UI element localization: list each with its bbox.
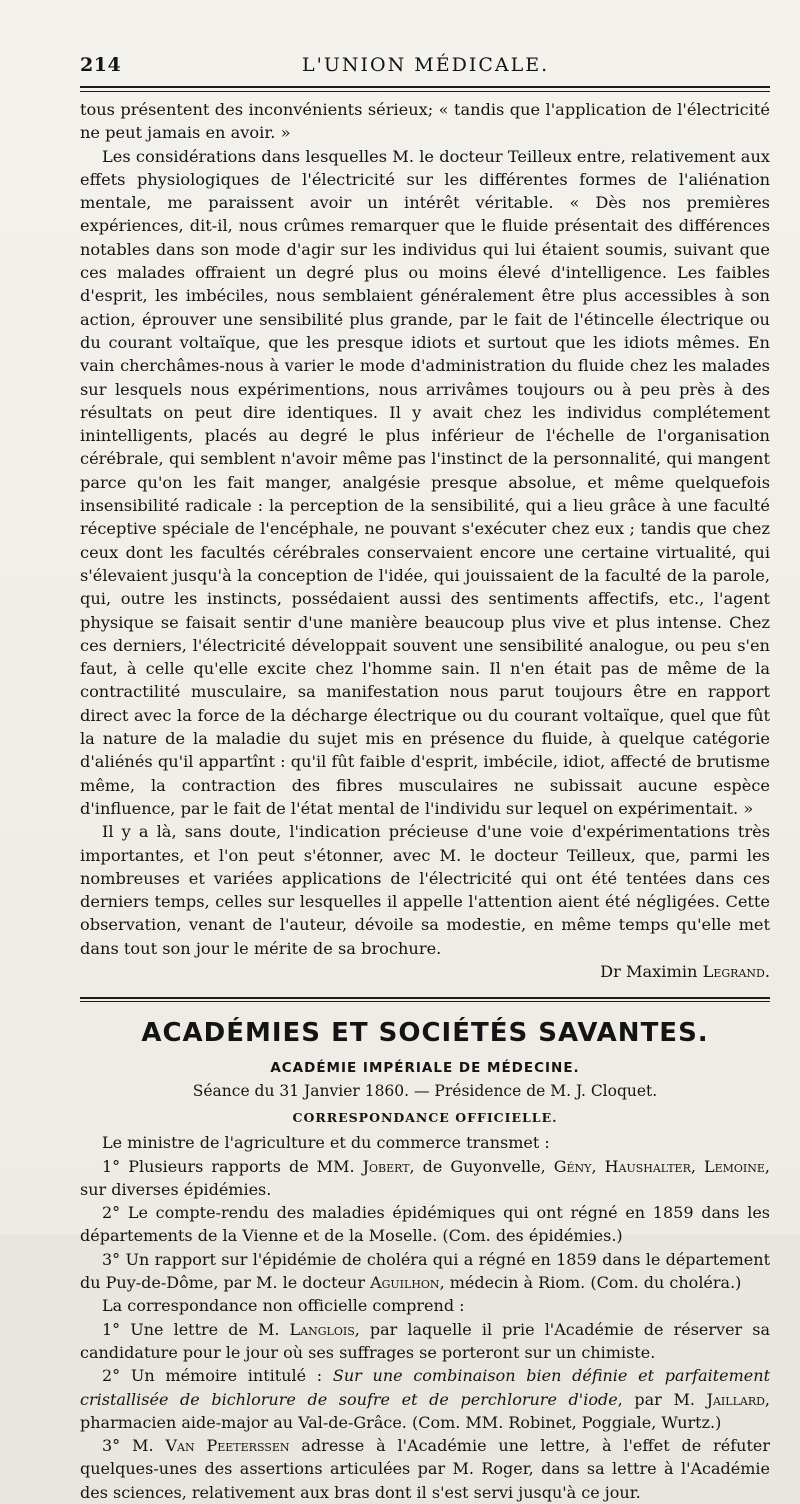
person-name: Aguilhon bbox=[370, 1273, 440, 1293]
text: , de Guyonvelle, bbox=[409, 1156, 546, 1176]
person-name: Langlois bbox=[289, 1319, 355, 1339]
article-body bbox=[80, 98, 770, 983]
list-item bbox=[80, 1318, 770, 1365]
section-divider bbox=[80, 997, 770, 999]
journal-title: L'UNION MÉDICALE. bbox=[302, 54, 550, 76]
text: adresse à l'Académie une lettre, à l'effet de réfuter quelques-unes des assertions articulées par M. Roger, dans sa lettre à l'Académie des sciences, relativement aux bras dont il s'est servi jusqu'à ce jour. bbox=[80, 1436, 771, 1502]
list-item bbox=[80, 1364, 770, 1434]
person-name: Van Peeterssen bbox=[165, 1436, 290, 1456]
list-item bbox=[80, 1248, 770, 1295]
paragraph: Les considérations dans lesquelles M. le docteur Teilleux entre, relativement aux effets physiologiques de l'électricité sur les différentes formes de l'aliénation mentale, me paraissent avoir un intérêt véritable. « Dès nos premières expériences, dit-il, nous crûmes remarquer que le fluide présentait des différences notables dans son mode d'agir sur les individus qui lui étaient soumis, suivant que ces malades offraient un degré plus ou moins élevé d'intelligence. Les faibles d'esprit, les imbéciles, nous semblaient généralement être plus accessibles à son action, éprouver une sensibilité plus grande, par le fait de l'étincelle électrique ou du courant voltaïque, que les presque idiots et surtout que les idiots mêmes. En vain cherchâmes-nous à varier le mode d'administration du fluide chez les malades sur lesquels nous expérimentions, nous arrivâmes toujours ou à peu près à des résultats on peut dire identiques. Il y avait chez les individus complétement inintelligents, placés au degré le plus inférieur de l'échelle de l'organisation cérébrale, qui semblent n'avoir même pas l'instinct de la personnalité, qui mangent parce qu'on les fait manger, analgésie presque absolue, et même quelquefois insensibilité radicale : la perception de la sensibilité, qui a lieu grâce à une faculté réceptive spéciale de l'encéphale, ne pouvant s'exécuter chez eux ; tandis que chez ceux dont les facultés cérébrales conservaient encore une certaine virtualité, qui s'élevaient jusqu'à la conception de l'idée, qui jouissaient de la faculté de la parole, qui, outre les instincts, possédaient aussi des sentiments affectifs, etc., l'agent physique se faisait sentir d'une manière beaucoup plus vive et plus intense. Chez ces derniers, l'électricité développait souvent une sensibilité analogue, ou peu s'en faut, à celle qu'elle excite chez l'homme sain. Il n'en était pas de même de la contractilité musculaire, sa manifestation nous parut toujours être en rapport direct avec la force de la décharge électrique ou du courant voltaïque, quel que fût la nature de la maladie du sujet mis en présence du fluide, à quelque catégorie d'aliénés qu'il appartînt : qu'il fût faible d'esprit, imbécile, idiot, affecté de brutisme même, la contraction des fibres musculaires ne subissait aucune espèce d'influence, par le fait de l'état mental de l'individu sur lequel on expérimentait. » bbox=[80, 146, 770, 818]
text: 1° Une lettre de M. bbox=[102, 1319, 280, 1339]
person-name: Jobert bbox=[362, 1156, 410, 1176]
nonofficial-line: La correspondance non officielle comprend : bbox=[102, 1296, 465, 1316]
person-name: Jaillard bbox=[706, 1389, 765, 1409]
header-rule-thin bbox=[80, 91, 770, 92]
text: , sur diverses épidémies. bbox=[80, 1156, 770, 1199]
paragraph: tous présentent des inconvénients sérieux; « tandis que l'application de l'électricité ne peut jamais en avoir. » bbox=[80, 100, 770, 143]
section-body bbox=[80, 1131, 770, 1504]
correspondence-heading: CORRESPONDANCE OFFICIELLE. bbox=[292, 1110, 558, 1126]
text: , par M. bbox=[617, 1389, 695, 1409]
person-name: Lemoine bbox=[703, 1156, 765, 1176]
text: , médecin à Riom. (Com. du choléra.) bbox=[439, 1273, 742, 1293]
text: 3° M. bbox=[102, 1436, 154, 1456]
header-rule bbox=[80, 86, 770, 88]
intro-line: Le ministre de l'agriculture et du commerce transmet : bbox=[102, 1133, 550, 1153]
list-item bbox=[80, 1434, 770, 1504]
text: , bbox=[690, 1156, 696, 1176]
text: , bbox=[591, 1156, 597, 1176]
section-divider-thin bbox=[80, 1001, 770, 1002]
paragraph: Il y a là, sans doute, l'indication précieuse d'une voie d'expérimentations très importantes, et l'on peut s'étonner, avec M. le docteur Teilleux, que, parmi les nombreuses et variées applications de l'électricité qui ont été tentées dans ces derniers temps, celles sur lesquelles il appelle l'attention aient été négligées. Cette observation, venant de l'auteur, dévoile sa modestie, en même temps qu'elle met dans tout son jour le mérite de sa brochure. bbox=[80, 822, 770, 958]
page-header bbox=[80, 54, 770, 76]
person-name: Gény bbox=[553, 1156, 592, 1176]
text: , par laquelle il prie l'Académie de réserver sa candidature pour le jour où ses suffrages se porteront sur un chimiste. bbox=[80, 1319, 770, 1362]
section-title: ACADÉMIES ET SOCIÉTÉS SAVANTES. bbox=[141, 1018, 709, 1049]
text: 1° Plusieurs rapports de MM. bbox=[102, 1156, 355, 1176]
list-item bbox=[80, 1155, 770, 1202]
seance-line: Séance du 31 Janvier 1860. — Présidence de M. J. Cloquet. bbox=[192, 1082, 658, 1101]
list-item: 2° Le compte-rendu des maladies épidémiques qui ont régné en 1859 dans les départements de la Vienne et de la Moselle. (Com. des épidémies.) bbox=[80, 1203, 770, 1246]
text: 3° Un rapport sur l'épidémie de choléra qui a régné en 1859 dans le département du Puy-de-Dôme, par M. le docteur bbox=[80, 1249, 770, 1293]
signature-name: Legrand. bbox=[702, 961, 770, 981]
text: , pharmacien aide-major au Val-de-Grâce. (Com. MM. Robinet, Poggiale, Wurtz.) bbox=[80, 1389, 771, 1432]
memoir-title: Sur une combinaison bien définie et parfaitement cristallisée de bichlorure de soufre et de perchlorure d'iode bbox=[80, 1366, 771, 1409]
signature bbox=[80, 960, 770, 983]
text: 2° Un mémoire intitulé : bbox=[102, 1366, 323, 1386]
person-name: Haushalter bbox=[604, 1156, 691, 1176]
signature-prefix: Dr Maximin bbox=[600, 961, 698, 981]
page-number: 214 bbox=[80, 54, 122, 76]
section-subtitle: ACADÉMIE IMPÉRIALE DE MÉDECINE. bbox=[270, 1060, 580, 1077]
